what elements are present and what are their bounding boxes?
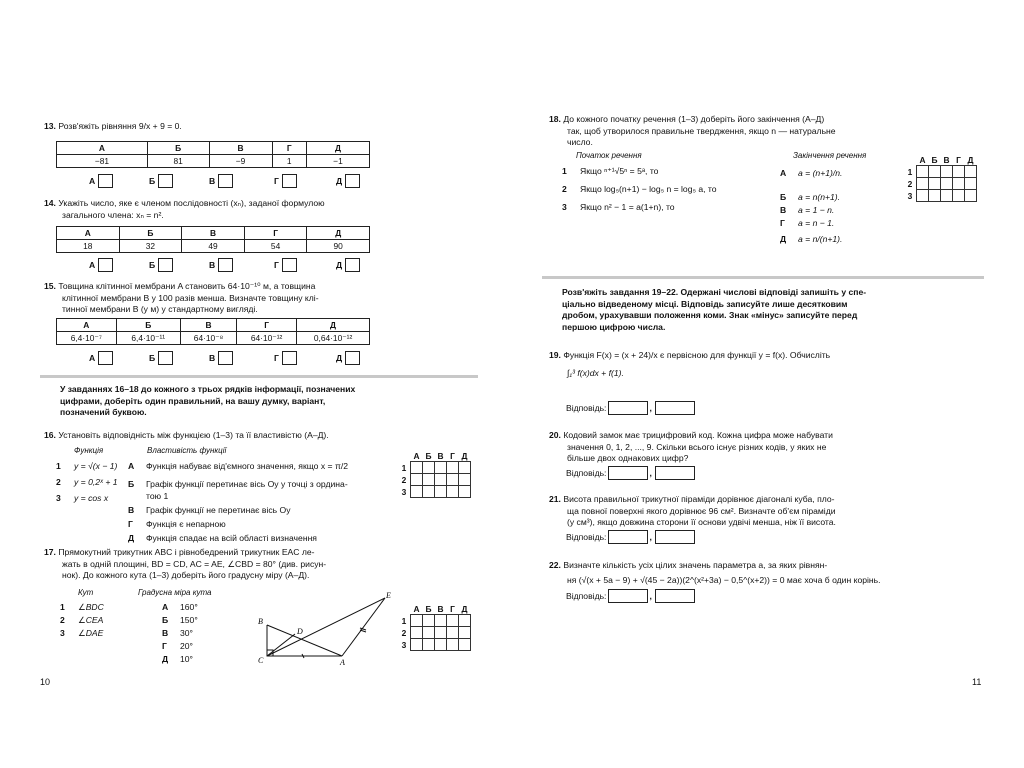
question-21: 21. Висота правильної трикутної піраміди дорівнює діагоналі куба, пло- ща повної поверхні якого дорівнює 96 см². Визначте об'єм піраміди (у см³), якщо довжина сторони її основи удвічі менша, ніж її висота.: [549, 494, 836, 528]
answer-checkbox[interactable]: [158, 351, 173, 365]
grid-cell[interactable]: [929, 190, 941, 202]
grid-cell[interactable]: [929, 178, 941, 190]
q17-angles: 1 ∠BDC 2 ∠CEA 3 ∠DAE: [60, 602, 104, 638]
grid-cell[interactable]: [459, 627, 471, 639]
grid-cell[interactable]: [953, 190, 965, 202]
grid-cell[interactable]: [459, 615, 471, 627]
answer-checkbox[interactable]: [158, 174, 173, 188]
column-header: Функція: [74, 446, 104, 455]
q15-answer-boxes: А Б В Г Д: [56, 351, 370, 365]
answer-checkbox[interactable]: [345, 351, 360, 365]
question-number: 13.: [44, 121, 56, 131]
grid-cell[interactable]: [435, 615, 447, 627]
answer-checkbox[interactable]: [345, 174, 360, 188]
section-divider: [40, 375, 478, 378]
q16-functions: 1 y = √(x − 1) 2 y = 0,2ˣ + 1 3 y = cos x: [56, 461, 118, 503]
grid-cell[interactable]: [447, 462, 459, 474]
question-13: [44, 121, 474, 133]
instructions-16-18: У завданнях 16–18 до кожного з трьох рядків інформації, позначених цифрами, доберіть один правильний, на вашу думку, варіант, позначений буквою.: [60, 384, 356, 418]
answer-checkbox[interactable]: [98, 258, 113, 272]
answer-checkbox[interactable]: [282, 174, 297, 188]
answer-field-decimal[interactable]: [655, 466, 695, 480]
grid-cell[interactable]: [459, 639, 471, 651]
grid-cell[interactable]: [459, 486, 471, 498]
answer-field-decimal[interactable]: [655, 589, 695, 603]
grid-cell[interactable]: [941, 166, 953, 178]
triangle-figure: [250, 588, 400, 668]
column-header: Кут: [78, 588, 94, 597]
point-label: B: [258, 617, 263, 626]
q20-answer: Відповідь: ,: [566, 466, 695, 480]
grid-cell[interactable]: [435, 486, 447, 498]
answer-field-decimal[interactable]: [655, 530, 695, 544]
grid-cell[interactable]: [423, 486, 435, 498]
question-17: 17. Прямокутний трикутник ABC і рівнобедрений трикутник EAC ле- жать в одній площині, BD = CD, AC = AE, ∠CBD = 80° (див. рисун- нок). До кожного кута (1–3) доберіть його градусну міру (А–Д).: [44, 547, 327, 581]
section-divider: [542, 276, 984, 279]
grid-cell[interactable]: [411, 462, 423, 474]
grid-cell[interactable]: [435, 462, 447, 474]
answer-checkbox[interactable]: [158, 258, 173, 272]
answer-field-decimal[interactable]: [655, 401, 695, 415]
grid-cell[interactable]: [423, 474, 435, 486]
answer-checkbox[interactable]: [218, 258, 233, 272]
answer-field-integer[interactable]: [608, 466, 648, 480]
q16-properties: А Функція набуває від'ємного значення, якщо x = π/2 Б Графік функції перетинає вісь Oy у точці з ордина- тою 1 В Графік функції не перетинає вісь Oy Г Функція є непарною Д Функція спадає на всій області визначення: [128, 461, 349, 543]
grid-cell[interactable]: [965, 166, 977, 178]
grid-cell[interactable]: [917, 190, 929, 202]
point-label: A: [340, 658, 345, 667]
q19-answer: Відповідь: ,: [566, 401, 695, 415]
answer-checkbox[interactable]: [98, 174, 113, 188]
q14-options-table: А Б В Г Д 18 32 49 54 90: [56, 226, 370, 253]
answer-checkbox[interactable]: [218, 351, 233, 365]
grid-cell[interactable]: [447, 615, 459, 627]
grid-cell[interactable]: [447, 639, 459, 651]
column-header: Закінчення речення: [793, 151, 867, 160]
grid-cell[interactable]: [411, 639, 423, 651]
grid-cell[interactable]: [941, 190, 953, 202]
grid-cell[interactable]: [423, 627, 435, 639]
question-16: 16. Установіть відповідність між функцією (1–3) та її властивістю (А–Д).: [44, 430, 329, 440]
q15-options-table: А Б В Г Д 6,4·10⁻⁷ 6,4·10⁻¹¹ 64·10⁻⁸ 64·10⁻¹² 0,64·10⁻¹²: [56, 318, 370, 345]
grid-cell[interactable]: [917, 178, 929, 190]
q14-answer-boxes: А Б В Г Д: [56, 258, 370, 272]
grid-cell[interactable]: [435, 627, 447, 639]
grid-cell[interactable]: [411, 486, 423, 498]
grid-cell[interactable]: [447, 627, 459, 639]
q18-ends: А a = (n+1)/n. Б a = n(n+1). В a = 1 − n. Г a = n − 1. Д a = n/(n+1).: [780, 168, 843, 244]
answer-field-integer[interactable]: [608, 401, 648, 415]
grid-cell[interactable]: [447, 486, 459, 498]
question-22: 22. Визначте кількість усіх цілих значень параметра a, за яких рівнян- ня (√(x + 5a − 9) + √(45 − 2a))(2^(x²+3a) − 0,5^(x+2)) = 0 має хоча б один корінь.: [549, 560, 881, 585]
q21-answer: Відповідь: ,: [566, 530, 695, 544]
grid-cell[interactable]: [459, 462, 471, 474]
q17-answer-grid: А Б В Г Д 1 2 3: [398, 603, 471, 651]
q18-starts: 1 Якщо ⁿ⁺¹√5ⁿ = 5ᵃ, то 2 Якщо log₅(n+1) − log₅ n = log₅ a, то 3 Якщо n² − 1 = a(1+n), то: [562, 166, 717, 212]
point-label: E: [386, 591, 391, 600]
grid-cell[interactable]: [929, 166, 941, 178]
grid-cell[interactable]: [423, 639, 435, 651]
grid-cell[interactable]: [411, 627, 423, 639]
q16-answer-grid: А Б В Г Д 1 2 3: [398, 450, 471, 498]
grid-cell[interactable]: [941, 178, 953, 190]
point-label: D: [297, 627, 303, 636]
column-header: Градусна міра кута: [138, 588, 212, 597]
point-label: C: [258, 656, 264, 665]
right-page: [512, 0, 1024, 768]
question-14: 14. Укажіть число, яке є членом послідовності (xₙ), заданої формулою загального члена: xₙ = n².: [44, 198, 325, 220]
question-20: 20. Кодовий замок має трицифровий код. Кожна цифра може набувати значення 0, 1, 2, ..., 9. Скільки всього існує різних кодів, у яких не більше двох однакових цифр?: [549, 430, 833, 464]
grid-cell[interactable]: [953, 166, 965, 178]
grid-cell[interactable]: [447, 474, 459, 486]
grid-cell[interactable]: [965, 178, 977, 190]
grid-cell[interactable]: [917, 166, 929, 178]
question-19: 19. Функція F(x) = (x + 24)/x є первісною для функції y = f(x). Обчисліть ∫₁³ f(x)dx + f(1).: [549, 350, 831, 378]
q22-answer: Відповідь: ,: [566, 589, 695, 603]
answer-field-integer[interactable]: [608, 530, 648, 544]
grid-cell[interactable]: [423, 462, 435, 474]
answer-checkbox[interactable]: [282, 351, 297, 365]
answer-checkbox[interactable]: [345, 258, 360, 272]
q18-answer-grid: А Б В Г Д 1 2 3: [904, 154, 977, 202]
answer-checkbox[interactable]: [282, 258, 297, 272]
answer-checkbox[interactable]: [218, 174, 233, 188]
page-number: 10: [40, 677, 51, 687]
instructions-19-22: Розв'яжіть завдання 19–22. Одержані числові відповіді запишіть у спе- ціально відведеному місці. Відповідь записуйте лише десятковим дробом, урахувавши положення коми. Знак «мінус» записуйте перед першою цифрою числа.: [562, 287, 867, 332]
q13-answer-boxes: А Б В Г Д: [56, 174, 370, 188]
grid-cell[interactable]: [435, 639, 447, 651]
answer-field-integer[interactable]: [608, 589, 648, 603]
grid-cell[interactable]: [411, 474, 423, 486]
answer-checkbox[interactable]: [98, 351, 113, 365]
grid-cell[interactable]: [459, 474, 471, 486]
q13-options-table: А Б В Г Д −81 81 −9 1 −1: [56, 141, 370, 168]
column-header: Властивість функції: [147, 446, 227, 455]
grid-cell[interactable]: [965, 190, 977, 202]
column-header: Початок речення: [576, 151, 642, 160]
question-text: Розв'яжіть рівняння 9/x + 9 = 0.: [58, 121, 182, 131]
question-15: 15. Товщина клітинної мембрани A становить 64·10⁻¹⁰ м, а товщина клітинної мембрани B у 100 разів менша. Визначте товщину клі- тинної мембрани B (у м) у стандартному вигляді.: [44, 281, 319, 315]
question-18: 18. До кожного початку речення (1–3) доберіть його закінчення (А–Д) так, щоб утворилося правильне твердження, якщо n — натуральне число.: [549, 114, 836, 148]
grid-cell[interactable]: [411, 615, 423, 627]
q17-degrees: А 160° Б 150° В 30° Г 20° Д 10°: [162, 602, 198, 664]
grid-cell[interactable]: [423, 615, 435, 627]
page-number: 11: [972, 677, 982, 687]
grid-cell[interactable]: [953, 178, 965, 190]
grid-cell[interactable]: [435, 474, 447, 486]
